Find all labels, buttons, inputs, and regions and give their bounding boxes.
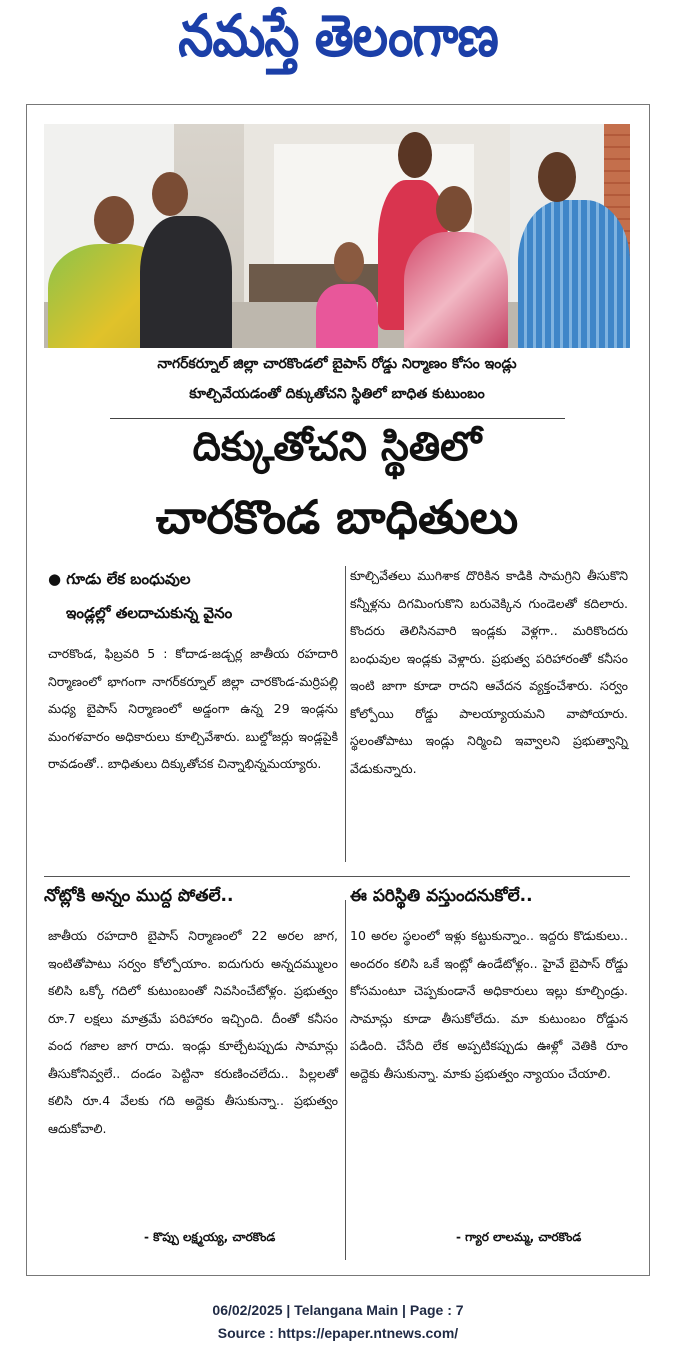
photo-person-head (538, 152, 576, 202)
photo-caption-line-2: కూల్చివేయడంతో దిక్కుతోచని స్థితిలో బాధిత కుటుంబం (189, 386, 485, 402)
photo-person-head (334, 242, 364, 282)
photo-person-elderly-woman (404, 232, 508, 348)
photo-person-head (436, 186, 472, 232)
article-photo (44, 124, 630, 348)
article-paragraph-left: చారకొండ, ఫిబ్రవరి 5 : కోదాడ-జడ్చర్ల జాతీయ రహదారి నిర్మాణంలో భాగంగా నాగర్‌కర్నూల్ జిల్లా చారకొండ-మర్రిపల్లి మధ్య బైపాస్ నిర్మాణంలో అడ్డంగా ఉన్న 29 ఇండ్లను మంగళవారం అధికారులు కూల్చివేశారు. బుల్డోజర్లు ఇండ్లపైకి రావడంతో.. బాధితులు దిక్కుతోచక చిన్నాభిన్నమయ్యారు. (48, 646, 338, 771)
photo-person-boy (140, 216, 232, 348)
box-right-body (350, 922, 628, 1087)
photo-person-head (152, 172, 188, 216)
article-body-left (48, 640, 338, 778)
photo-caption-line-1: నాగర్‌కర్నూల్ జిల్లా చారకొండలో బైపాస్ రోడ్డు నిర్మాణం కోసం ఇండ్లు (157, 356, 517, 372)
headline-line-1: దిక్కుతోచని స్థితిలో (192, 424, 482, 470)
section-divider (44, 876, 630, 877)
footer-date-page: 06/02/2025 | Telangana Main | Page : 7 (212, 1302, 464, 1318)
box-right-paragraph: 10 అరల స్థలంలో ఇళ్లు కట్టుకున్నాం.. ఇద్దరు కొడుకులు.. అందరం కలిసి ఒకే ఇంట్లో ఉండేటోళ్లం.. హైవే బైపాస్ రోడ్డు కోసమంటూ చెప్పకుండానే అధికారులు ఇల్లు కూల్చిండ్రు. సామాన్లు కూడా తీసుకోలేదు. మా కుటుంబం రోడ్డున పడింది. చేసేది లేక అప్పటికప్పుడు ఊళ్లో వెతికి రూం అద్దెకు తీసుకున్నా. మాకు ప్రభుత్వం న్యాయం చేయాలి. (350, 928, 628, 1081)
photo-person-head (94, 196, 134, 244)
article-body-right (350, 562, 628, 782)
article-paragraph-right: కూల్చివేతలు ముగిశాక దొరికిన కాడికి సామగ్రిని తీసుకొని కన్నీళ్లను దిగమింగుకొని బరువెక్కిన గుండెలతో కదిలారు. కొందరు తెలిసినవారి ఇండ్లకు వెళ్లగా.. మరికొందరు బంధువుల ఇండ్లకు వెళ్లారు. ప్రభుత్వ పరిహారంతో కనీసం ఇంటి జాగా కూడా రాదని ఆవేదన వ్యక్తంచేశారు. సర్వం కోల్పోయి రోడ్డు పాలయ్యాయమని వాపోయారు. స్థలంతోపాటు ఇండ్లు నిర్మించి ఇవ్వాలని ప్రభుత్వాన్ని వేడుకున్నారు. (350, 568, 628, 776)
box-left-body (48, 922, 338, 1142)
masthead-title: నమస్తే తెలంగాణ (178, 2, 498, 70)
footer-source-link[interactable]: Source : https://epaper.ntnews.com/ (217, 1325, 459, 1341)
bullet-line-1: ● గూడు లేక బంధువుల (48, 570, 191, 588)
box-left-title: నోట్లోకి అన్నం ముద్ద పోతలే.. (44, 886, 234, 906)
box-right-title: ఈ పరిస్థితి వస్తుందనుకోలే.. (350, 886, 533, 906)
photo-person-man-right (518, 200, 630, 348)
headline-line-2: చారకొండ బాధితులు (155, 490, 519, 544)
caption-divider (110, 418, 565, 419)
box-right-signature: - గ్యార లాలమ్మ, చారకొండ (456, 1230, 582, 1244)
photo-person-girl (316, 284, 378, 348)
column-divider-top (345, 566, 346, 862)
masthead (0, 0, 676, 90)
column-divider-bottom (345, 900, 346, 1260)
box-left-paragraph: జాతీయ రహదారి బైపాస్ నిర్మాణంలో 22 అరల జాగ, ఇంటితోపాటు సర్వం కోల్పోయాం. ఐదుగురు అన్నదమ్ములం కలిసి ఒక్కో గదిలో కుటుంబంతో నివసించేటోళ్లం. ప్రభుత్వం రూ.7 లక్షలు మాత్రమే పరిహారం ఇచ్చింది. దీంతో కనీసం వంద గజాల జాగ రాదు. ఇండ్లు కూల్చేటప్పుడు సామాన్లు తీసుకోనివ్వలే.. దండం పెట్టినా కరుణించలేదు.. పిల్లలతో కలిసి రూ.4 వేలకు గది అద్దెకు తీసుకున్నా.. ప్రభుత్వం ఆదుకోవాలి. (48, 928, 338, 1136)
bullet-line-2: ఇండ్లల్లో తలదాచుకున్న వైనం (66, 604, 233, 622)
photo-person-head (398, 132, 432, 178)
box-left-signature: - కొప్పు లక్ష్మయ్య, చారకొండ (144, 1230, 276, 1244)
